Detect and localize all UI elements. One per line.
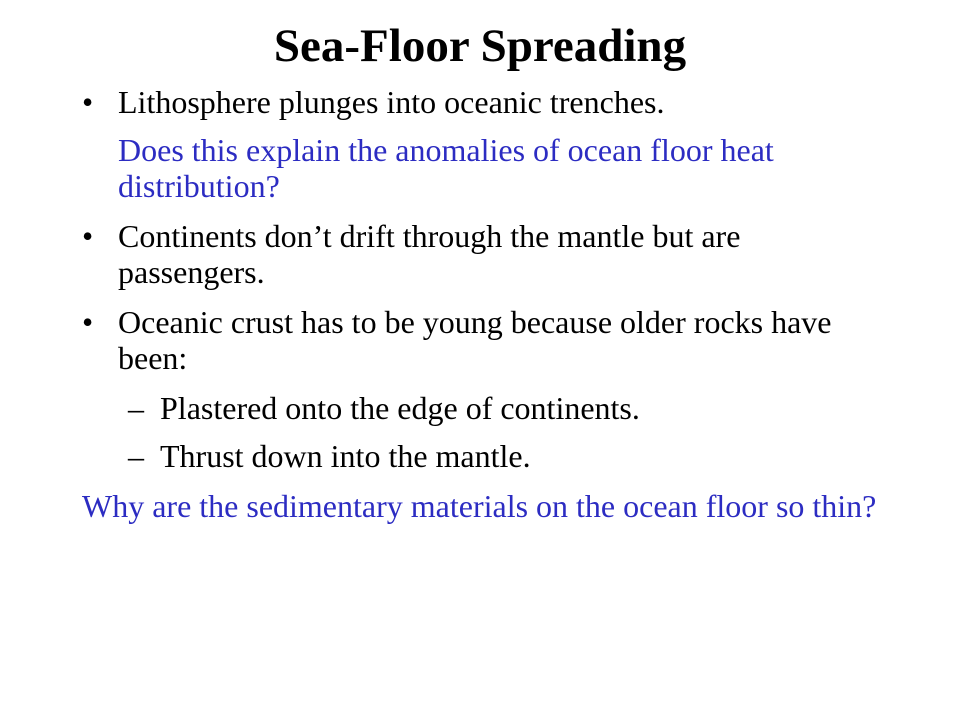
slide-body <box>82 84 882 524</box>
bullet-icon: • <box>82 304 94 340</box>
bullet-item <box>82 304 882 376</box>
bullet-text: Lithosphere plunges into oceanic trenches. <box>118 84 665 120</box>
dash-icon: – <box>128 438 144 474</box>
sub-bullet-item <box>128 438 882 474</box>
sub-bullet-item <box>128 390 882 426</box>
bullet-item <box>82 84 882 120</box>
bullet-icon: • <box>82 218 94 254</box>
bullet-icon: • <box>82 84 94 120</box>
sub-bullet-text: Plastered onto the edge of continents. <box>160 390 640 426</box>
sub-bullet-text: Thrust down into the mantle. <box>160 438 531 474</box>
slide-title: Sea-Floor Spreading <box>273 20 687 72</box>
bullet-text: Oceanic crust has to be young because older rocks have been: <box>118 304 832 376</box>
dash-icon: – <box>128 390 144 426</box>
question-text: Why are the sedimentary materials on the ocean floor so thin? <box>82 488 877 524</box>
note-text: Does this explain the anomalies of ocean floor heat distribution? <box>118 132 774 204</box>
bullet-item <box>82 218 882 290</box>
bullet-text: Continents don’t drift through the mantle but are passengers. <box>118 218 741 290</box>
